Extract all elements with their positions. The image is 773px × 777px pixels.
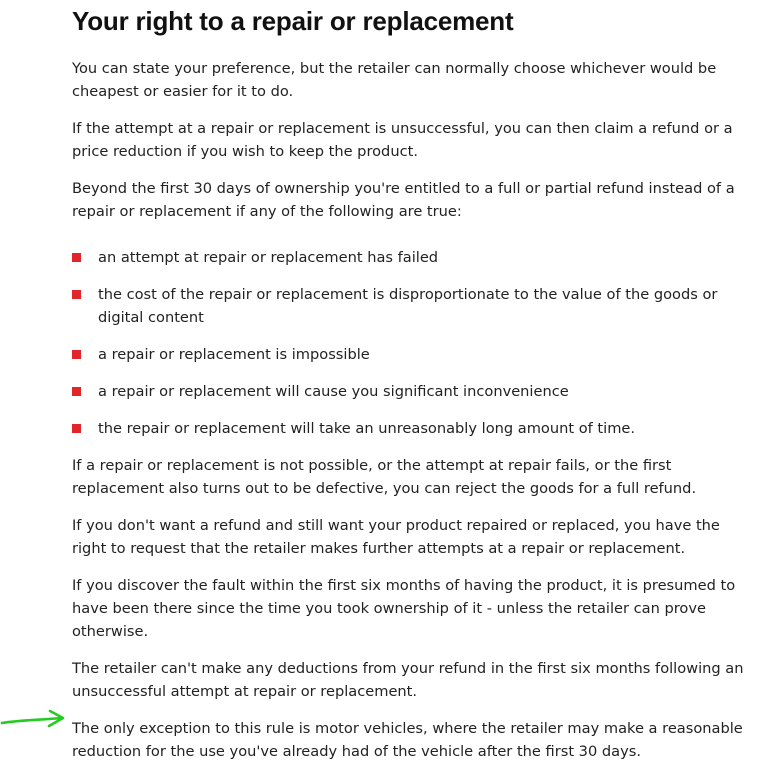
article — [72, 0, 744, 777]
list-item-text: an attempt at repair or replacement has failed — [98, 249, 439, 266]
red-square-bullet-icon — [72, 253, 81, 262]
list-item-text: a repair or replacement will cause you significant inconvenience — [98, 383, 569, 400]
paragraph-six-months: If you discover the fault within the first six months of having the product, it is presumed to have been there since the time you took ownership of it - unless the retailer can prove otherwise. — [72, 577, 736, 640]
red-square-bullet-icon — [72, 350, 81, 359]
list-item — [72, 417, 744, 440]
paragraph-no-deductions: The retailer can't make any deductions from your refund in the first six months following an unsuccessful attempt at repair or replacement. — [72, 660, 744, 700]
list-item — [72, 343, 744, 366]
page-title: Your right to a repair or replacement — [72, 6, 514, 36]
list-item-text: a repair or replacement is impossible — [98, 346, 370, 363]
red-square-bullet-icon — [72, 424, 81, 433]
red-square-bullet-icon — [72, 387, 81, 396]
list-item — [72, 246, 744, 269]
paragraph-motor-vehicles-exception: The only exception to this rule is motor vehicles, where the retailer may make a reasonable reduction for the use you've already had of the vehicle after the first 30 days. — [72, 720, 743, 760]
green-arrow-icon — [0, 708, 68, 734]
list-item — [72, 380, 744, 403]
paragraph-preference: You can state your preference, but the retailer can normally choose whichever would be cheapest or easier for it to do. — [72, 60, 717, 100]
list-item-text: the repair or replacement will take an unreasonably long amount of time. — [98, 420, 636, 437]
paragraph-further-attempts: If you don't want a refund and still want your product repaired or replaced, you have the right to request that the retailer makes further attempts at a repair or replacement. — [72, 517, 720, 557]
red-square-bullet-icon — [72, 290, 81, 299]
list-item-text: the cost of the repair or replacement is disproportionate to the value of the goods or digital content — [98, 286, 718, 326]
paragraph-unsuccessful-attempt: If the attempt at a repair or replacement is unsuccessful, you can then claim a refund or a price reduction if you wish to keep the product. — [72, 120, 733, 160]
refund-conditions-list — [72, 246, 744, 440]
paragraph-reject-goods: If a repair or replacement is not possible, or the attempt at repair fails, or the first replacement also turns out to be defective, you can reject the goods for a full refund. — [72, 457, 697, 497]
list-item — [72, 283, 744, 329]
paragraph-beyond-30-days: Beyond the first 30 days of ownership you're entitled to a full or partial refund instead of a repair or replacement if any of the following are true: — [72, 180, 735, 220]
